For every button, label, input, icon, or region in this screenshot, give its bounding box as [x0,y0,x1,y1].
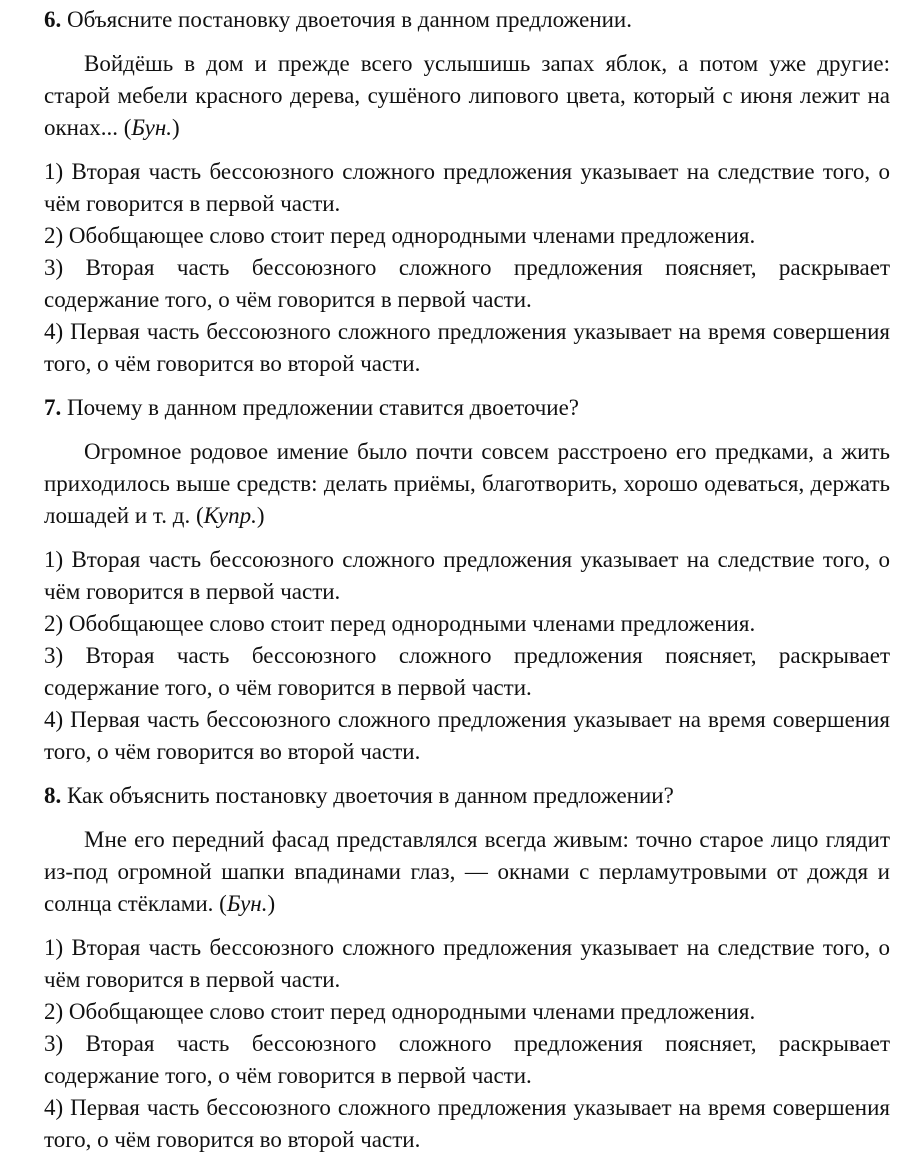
question-prompt: Объясните постановку двоеточия в данном предложении. [67,7,632,32]
document-page [44,4,890,1156]
answer-option-1: 1) Вторая часть бессоюзного сложного предложения указывает на следствие того, о чём говорится в первой части. [44,159,890,216]
question-8 [44,780,890,1156]
answer-option-4: 4) Первая часть бессоюзного сложного предложения указывает на время совершения того, о чём говорится во второй части. [44,707,890,764]
question-number: 6. [44,7,62,32]
question-prompt: Почему в данном предложении ставится двоеточие? [67,395,580,420]
passage-text: Огромное родовое имение было почти совсем расстроено его предками, а жить приходилось выше средств: делать приёмы, благотворить, хорошо одеваться, держать лошадей и т. д. ( [44,439,890,528]
answer-option-2: 2) Обобщающее слово стоит перед однородными членами предложения. [44,223,756,248]
question-number: 7. [44,395,62,420]
question-prompt: Как объяснить постановку двоеточия в данном предложении? [67,783,674,808]
answer-option-3: 3) Вторая часть бессоюзного сложного предложения поясняет, раскрывает содержание того, о чём говорится в первой части. [44,643,890,700]
question-6 [44,4,890,380]
question-heading [44,780,890,812]
question-7 [44,392,890,768]
passage-close: ) [172,115,180,140]
passage-text: Мне его передний фасад представлялся всегда живым: точно старое лицо глядит из-под огромной шапки впадинами глаз, — окнами с перламутровыми от дождя и солнца стёклами. ( [44,827,890,916]
quoted-passage [44,48,890,144]
quoted-passage [44,824,890,920]
question-heading [44,4,890,36]
passage-author: Бун. [131,115,173,140]
passage-text: Войдёшь в дом и прежде всего услышишь запах яблок, а потом уже другие: старой мебели красного дерева, сушёного липового цвета, который с июня лежит на окнах... ( [44,51,890,140]
question-heading [44,392,890,424]
passage-close: ) [256,503,265,528]
answer-option-1: 1) Вторая часть бессоюзного сложного предложения указывает на следствие того, о чём говорится в первой части. [44,547,890,604]
answer-option-2: 2) Обобщающее слово стоит перед однородными членами предложения. [44,611,756,636]
passage-close: ) [267,891,276,916]
answer-option-1: 1) Вторая часть бессоюзного сложного предложения указывает на следствие того, о чём говорится в первой части. [44,935,890,992]
question-number: 8. [44,783,62,808]
answer-option-3: 3) Вторая часть бессоюзного сложного предложения поясняет, раскрывает содержание того, о чём говорится в первой части. [44,255,890,312]
answer-option-3: 3) Вторая часть бессоюзного сложного предложения поясняет, раскрывает содержание того, о чём говорится в первой части. [44,1031,890,1088]
answer-option-4: 4) Первая часть бессоюзного сложного предложения указывает на время совершения того, о чём говорится во второй части. [44,1095,890,1152]
passage-author: Купр. [203,503,257,528]
quoted-passage [44,436,890,532]
answer-option-2: 2) Обобщающее слово стоит перед однородными членами предложения. [44,999,756,1024]
passage-author: Бун. [226,891,268,916]
answer-option-4: 4) Первая часть бессоюзного сложного предложения указывает на время совершения того, о чём говорится во второй части. [44,319,890,376]
